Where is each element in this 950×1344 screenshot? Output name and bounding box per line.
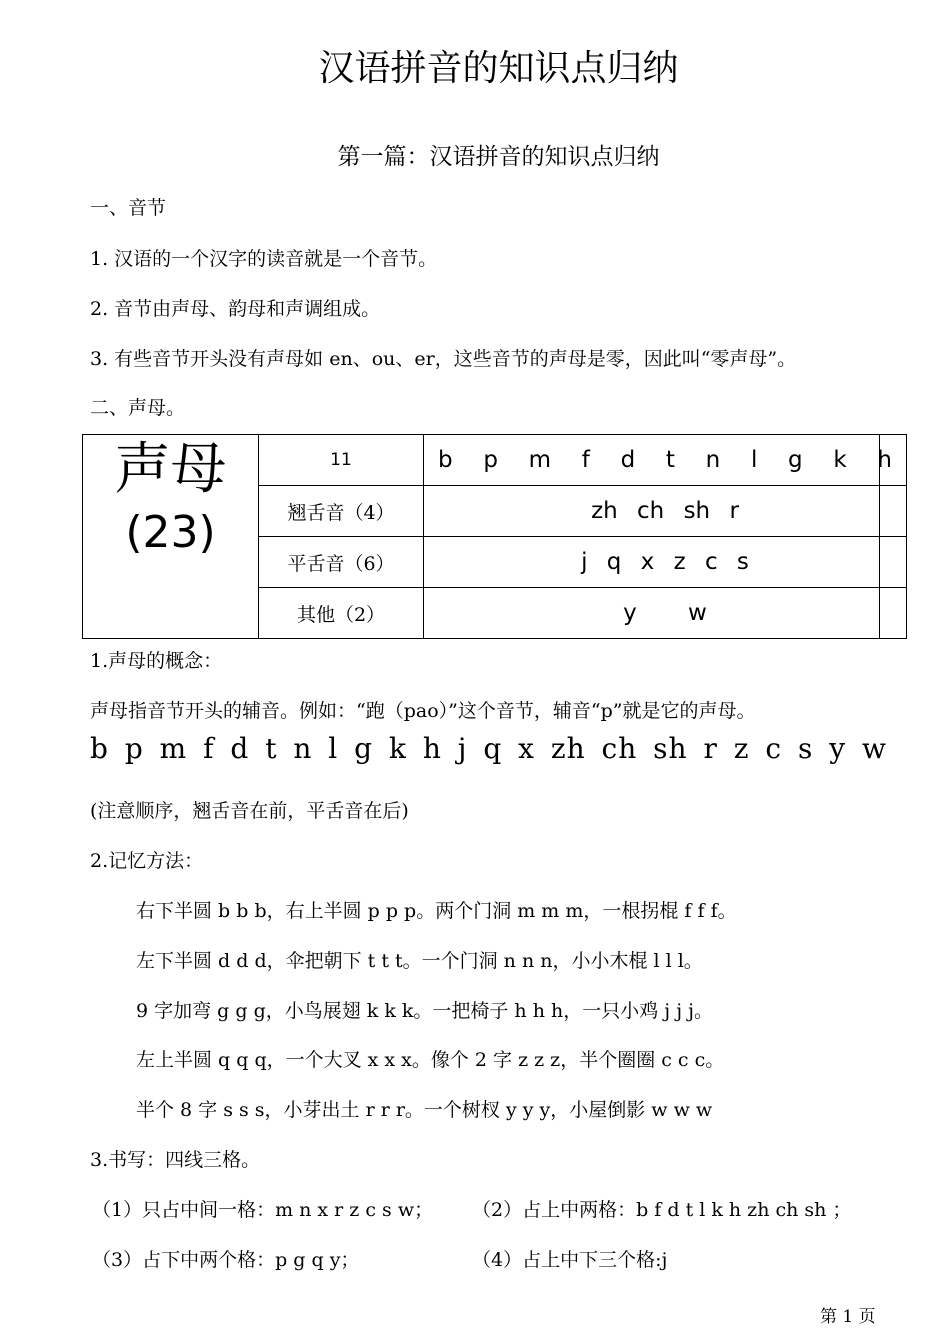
list-item: 1. 汉语的一个汉字的读音就是一个音节。: [90, 248, 438, 270]
writing-rule: （2）占上中两格：b f d t l k h zh ch sh ；: [472, 1199, 852, 1221]
order-note: (注意顺序，翘舌音在前，平舌音在后): [90, 800, 409, 822]
writing-rule: （4）占上中下三个格:j: [472, 1249, 668, 1271]
list-item: 2. 音节由声母、韵母和声调组成。: [90, 298, 381, 320]
memory-line: 9 字加弯 g g g，小鸟展翅 k k k。一把椅子 h h h，一只小鸡 j j j。: [136, 1000, 714, 1022]
memory-line: 左下半圆 d d d，伞把朝下 t t t。一个门洞 n n n，小小木棍 l l l。: [136, 950, 703, 972]
section-heading-initials: 二、声母。: [90, 397, 186, 419]
memory-line: 左上半圆 q q q，一个大叉 x x x。像个 2 字 z z z，半个圈圈 c c c。: [136, 1049, 725, 1071]
memory-heading: 2.记忆方法：: [90, 850, 204, 872]
section-heading-syllable: 一、音节: [90, 197, 167, 219]
table-row-letters: zh ch sh r: [424, 486, 907, 537]
table-row-category: 11: [259, 435, 424, 486]
concept-text: 声母指音节开头的辅音。例如：“跑（pao）”这个音节，辅音“p”就是它的声母。: [90, 700, 756, 722]
chapter-title: 第一篇：汉语拼音的知识点归纳: [337, 144, 660, 170]
concept-heading: 1.声母的概念：: [90, 650, 223, 672]
table-row-category: 其他（2）: [259, 588, 424, 639]
memory-line: 右下半圆 b b b，右上半圆 p p p。两个门洞 m m m，一根拐棍 f f f。: [136, 900, 737, 922]
writing-rule: （3）占下中两个格：p g q y；: [92, 1249, 360, 1271]
writing-heading: 3.书写：四线三格。: [90, 1149, 261, 1171]
table-row-letters: y w: [424, 588, 907, 639]
table-row-category: 平舌音（6）: [259, 537, 424, 588]
page-number: 第 1 页: [820, 1307, 876, 1327]
initials-label-cell: [83, 435, 259, 639]
initials-sequence: b p m f d t n l g k h j q x zh ch sh r z c s y w: [90, 732, 887, 765]
writing-rule: （1）只占中间一格：m n x r z c s w；: [92, 1199, 434, 1221]
table-row-letters: j q x z c s: [424, 537, 907, 588]
table-edge-line: [879, 434, 880, 638]
initials-label: 声母: [114, 437, 227, 502]
list-item: 3. 有些音节开头没有声母如 en、ou、er，这些音节的声母是零，因此叫“零声母”。: [90, 348, 797, 370]
table-row-letters: b p m f d t n l g k h: [424, 435, 907, 486]
table-row-category: 翘舌音（4）: [259, 486, 424, 537]
memory-line: 半个 8 字 s s s，小芽出土 r r r。一个树杈 y y y，小屋倒影 w w w: [136, 1099, 713, 1121]
page-title: 汉语拼音的知识点归纳: [318, 48, 679, 89]
initials-count: (23): [125, 507, 216, 558]
initials-table: [82, 434, 907, 639]
